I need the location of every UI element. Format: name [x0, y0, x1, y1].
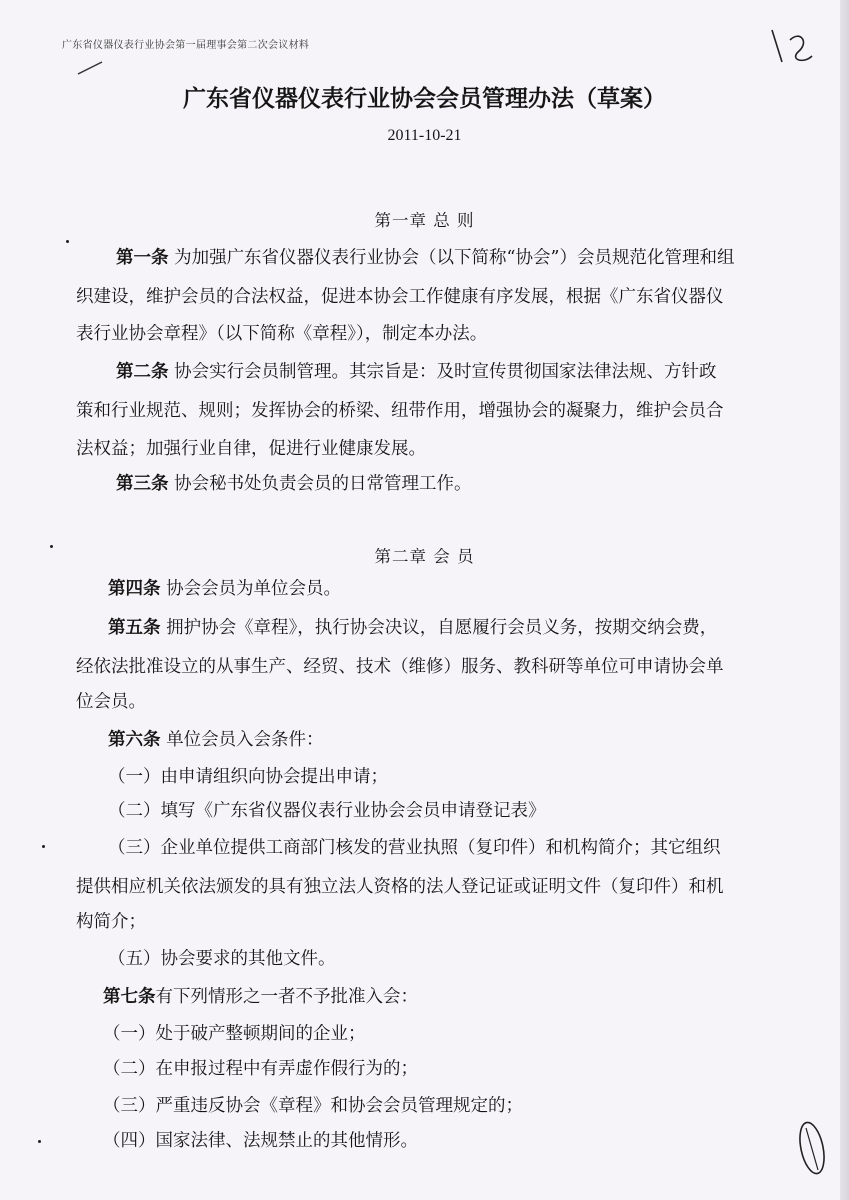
article-7-line-1: 第七条有下列情形之一者不予批准入会：: [103, 987, 418, 1007]
article-1-label: 第一条: [116, 248, 169, 268]
article-4-label: 第四条: [108, 579, 161, 599]
article-2-line-1: 第二条 协会实行会员制管理。其宗旨是：及时宣传贯彻国家法律法规、方针政: [116, 362, 717, 382]
scan-speck: [50, 545, 53, 548]
article-6-line-1: 第六条 单位会员入会条件：: [108, 730, 324, 750]
article-7-label: 第七条: [103, 987, 156, 1007]
page-edge-shadow: [840, 0, 849, 1200]
scan-speck: [42, 845, 45, 848]
article-2-label: 第二条: [116, 362, 169, 382]
article-6-item-3-line-3: 构简介；: [76, 912, 146, 932]
article-5-label: 第五条: [108, 618, 161, 638]
article-7-item-3: （三）严重违反协会《章程》和协会会员管理规定的；: [103, 1096, 523, 1116]
article-6-item-3-line-1: （三）企业单位提供工商部门核发的营业执照（复印件）和机构简介；其它组织: [108, 838, 721, 858]
article-2-line-3: 法权益；加强行业自律，促进行业健康发展。: [76, 439, 426, 459]
article-1-line-2: 织建设，维护会员的合法权益，促进本协会工作健康有序发展，根据《广东省仪器仪: [76, 287, 724, 307]
article-5-line-1: 第五条 拥护协会《章程》，执行协会决议，自愿履行会员义务，按期交纳会费，: [108, 618, 718, 638]
article-3-line-1: 第三条 协会秘书处负责会员的日常管理工作。: [116, 474, 472, 494]
article-7-item-1: （一）处于破产整顿期间的企业；: [103, 1024, 366, 1044]
article-6-item-5: （五）协会要求的其他文件。: [108, 949, 336, 969]
chapter-1-heading: 第一章 总 则: [374, 211, 475, 230]
article-2-line-2: 策和行业规范、规则；发挥协会的桥梁、纽带作用，增强协会的凝聚力，维护会员合: [76, 401, 724, 421]
article-3-label: 第三条: [116, 474, 169, 494]
scan-speck: [38, 1140, 41, 1143]
article-7-item-4: （四）国家法律、法规禁止的其他情形。: [103, 1131, 418, 1151]
handwritten-scribble: [760, 22, 820, 72]
article-6-item-2: （二）填写《广东省仪器仪表行业协会会员申请登记表》: [108, 801, 546, 821]
article-6-item-3-line-2: 提供相应机关依法颁发的具有独立法人资格的法人登记证或证明文件（复印件）和机: [76, 877, 724, 897]
article-5-line-2: 经依法批准设立的从事生产、经贸、技术（维修）服务、教科研等单位可申请协会单: [76, 657, 724, 677]
article-6-label: 第六条: [108, 730, 161, 750]
article-1-line-1: 第一条 为加强广东省仪器仪表行业协会（以下简称“协会”）会员规范化管理和组: [116, 248, 735, 268]
header-note: 广东省仪器仪表行业协会第一届理事会第二次会议材料: [62, 40, 310, 51]
article-5-line-3: 位会员。: [76, 692, 146, 712]
article-6-item-1: （一）由申请组织向协会提出申请；: [108, 767, 388, 787]
article-7-item-2: （二）在申报过程中有弄虚作假行为的；: [103, 1059, 418, 1079]
chapter-2-heading: 第二章 会 员: [374, 547, 475, 566]
article-4-line-1: 第四条 协会会员为单位会员。: [108, 579, 342, 599]
pen-stroke-mark: [76, 60, 106, 76]
article-1-line-3: 表行业协会章程》（以下简称《章程》），制定本办法。: [76, 324, 488, 344]
handwritten-circle-mark: [796, 1118, 836, 1178]
scan-speck: [66, 240, 69, 243]
document-date: 2011-10-21: [387, 127, 462, 144]
document-title: 广东省仪器仪表行业协会会员管理办法（草案）: [183, 86, 666, 112]
